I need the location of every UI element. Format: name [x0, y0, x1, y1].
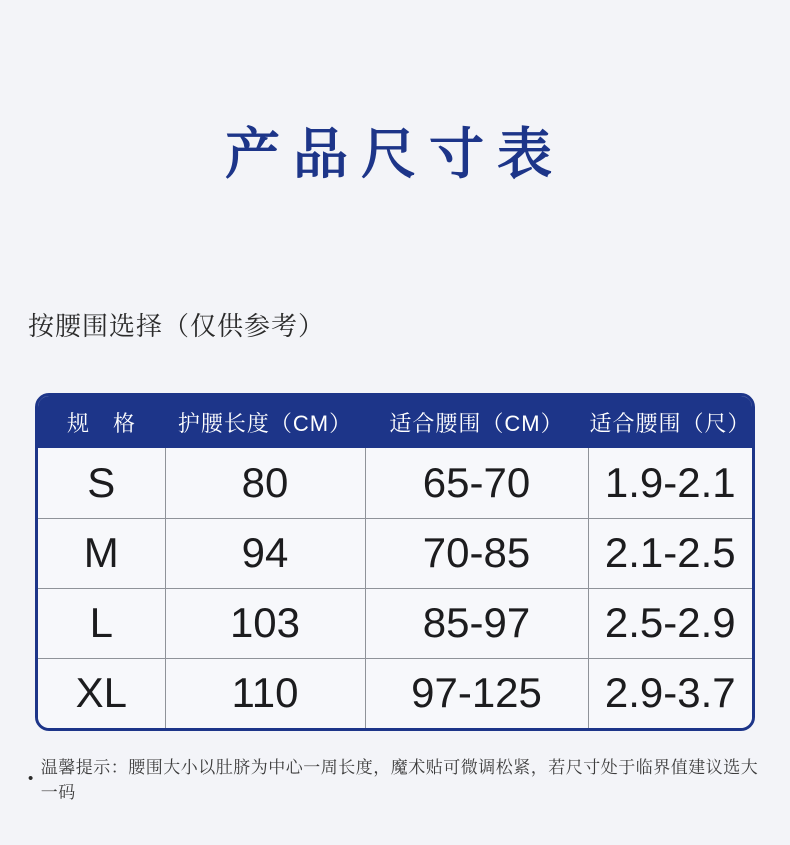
- cell-waist-cm: 97-125: [365, 658, 588, 728]
- cell-length-cm: 80: [165, 448, 365, 518]
- table-row: [38, 448, 752, 518]
- cell-waist-chi: 2.9-3.7: [588, 658, 752, 728]
- page-title: 产品尺寸表: [224, 123, 565, 185]
- footnote: [28, 753, 768, 803]
- footnote-text: 温馨提示：腰围大小以肚脐为中心一周长度，魔术贴可微调松紧，若尺寸处于临界值建议选大一码: [40, 758, 759, 802]
- cell-waist-cm: 65-70: [365, 448, 588, 518]
- cell-size: M: [38, 518, 165, 588]
- selection-hint-subtitle: 按腰围选择（仅供参考）: [28, 311, 326, 341]
- table-row: [38, 588, 752, 658]
- cell-length-cm: 110: [165, 658, 365, 728]
- table-header-row: [38, 396, 752, 448]
- table-row: [38, 518, 752, 588]
- cell-waist-cm: 85-97: [365, 588, 588, 658]
- cell-waist-cm: 70-85: [365, 518, 588, 588]
- header-fit-waist-chi: 适合腰围（尺）: [588, 396, 752, 448]
- header-support-length-cm: 护腰长度（CM）: [165, 396, 365, 448]
- cell-length-cm: 103: [165, 588, 365, 658]
- cell-size: L: [38, 588, 165, 658]
- size-table: [35, 393, 755, 731]
- header-spec: 规 格: [38, 396, 165, 448]
- cell-waist-chi: 1.9-2.1: [588, 448, 752, 518]
- header-fit-waist-cm: 适合腰围（CM）: [365, 396, 588, 448]
- cell-length-cm: 94: [165, 518, 365, 588]
- cell-size: XL: [38, 658, 165, 728]
- cell-size: S: [38, 448, 165, 518]
- table-row: [38, 658, 752, 728]
- cell-waist-chi: 2.5-2.9: [588, 588, 752, 658]
- cell-waist-chi: 2.1-2.5: [588, 518, 752, 588]
- bullet-icon: •: [28, 769, 34, 787]
